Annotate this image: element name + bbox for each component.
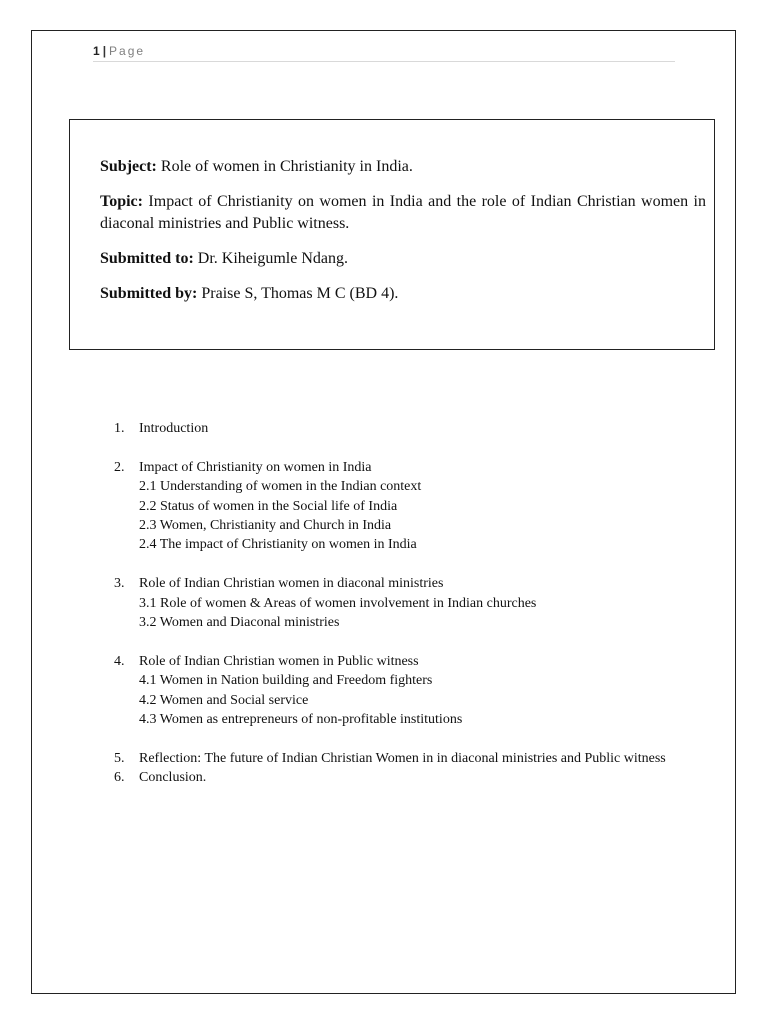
toc-item-title: Introduction bbox=[139, 421, 209, 436]
submitted-by-value: Praise S, Thomas M C (BD 4). bbox=[201, 285, 399, 302]
toc-item-number: 4. bbox=[114, 653, 125, 669]
toc-item-number: 1. bbox=[114, 421, 125, 436]
submitted-to-value: Dr. Kiheigumle Ndang. bbox=[197, 250, 348, 267]
toc-item-title: Role of Indian Christian women in diaconal ministries bbox=[139, 576, 444, 592]
toc-item bbox=[114, 574, 694, 632]
toc-subitem: 2.1 Understanding of women in the Indian context bbox=[139, 479, 422, 495]
toc-subitem: 4.2 Women and Social service bbox=[139, 692, 309, 708]
submitted-to-label: Submitted to: bbox=[100, 250, 194, 267]
subject-label: Subject: bbox=[100, 158, 157, 175]
table-of-contents bbox=[114, 419, 694, 788]
toc-item-number: 2. bbox=[114, 459, 125, 475]
page-header bbox=[93, 43, 675, 62]
toc-subitem: 3.1 Role of women & Areas of women involvement in Indian churches bbox=[139, 595, 537, 611]
toc-subitem: 4.1 Women in Nation building and Freedom fighters bbox=[139, 673, 433, 689]
toc-subitem: 4.3 Women as entrepreneurs of non-profitable institutions bbox=[139, 712, 463, 728]
topic-line bbox=[100, 191, 706, 235]
submitted-by-line bbox=[100, 283, 706, 305]
topic-value: Impact of Christianity on women in India and the role of Indian Christian women in diaconal ministries and Public witness. bbox=[100, 193, 707, 232]
toc-item-number: 3. bbox=[114, 576, 125, 592]
subject-value: Role of women in Christianity in India. bbox=[160, 158, 413, 175]
toc-subitem: 2.2 Status of women in the Social life of India bbox=[139, 498, 398, 514]
submission-info-box bbox=[69, 119, 715, 350]
toc-subitem: 3.2 Women and Diaconal ministries bbox=[139, 615, 340, 631]
toc-item bbox=[114, 652, 694, 730]
toc-subitem: 2.4 The impact of Christianity on women in India bbox=[139, 537, 417, 553]
toc-item bbox=[114, 458, 694, 555]
submitted-to-line bbox=[100, 248, 706, 270]
submitted-by-label: Submitted by: bbox=[100, 285, 198, 302]
topic-label: Topic: bbox=[100, 193, 143, 210]
toc-item bbox=[114, 768, 694, 787]
page-separator: | bbox=[102, 44, 107, 58]
toc-item-title: Reflection: The future of Indian Christian Women in in diaconal ministries and Public witness bbox=[139, 750, 666, 766]
toc-item bbox=[114, 749, 694, 768]
toc-item bbox=[114, 419, 694, 438]
page-number: 1 bbox=[93, 44, 100, 58]
toc-item-title: Impact of Christianity on women in India bbox=[139, 459, 372, 475]
page-word: Page bbox=[109, 44, 146, 58]
toc-subitem: 2.3 Women, Christianity and Church in India bbox=[139, 518, 392, 534]
subject-line bbox=[100, 156, 706, 178]
toc-item-title: Role of Indian Christian women in Public witness bbox=[139, 653, 419, 669]
toc-item-number: 6. bbox=[114, 770, 125, 786]
toc-item-title: Conclusion. bbox=[139, 770, 207, 786]
toc-item-number: 5. bbox=[114, 750, 125, 766]
